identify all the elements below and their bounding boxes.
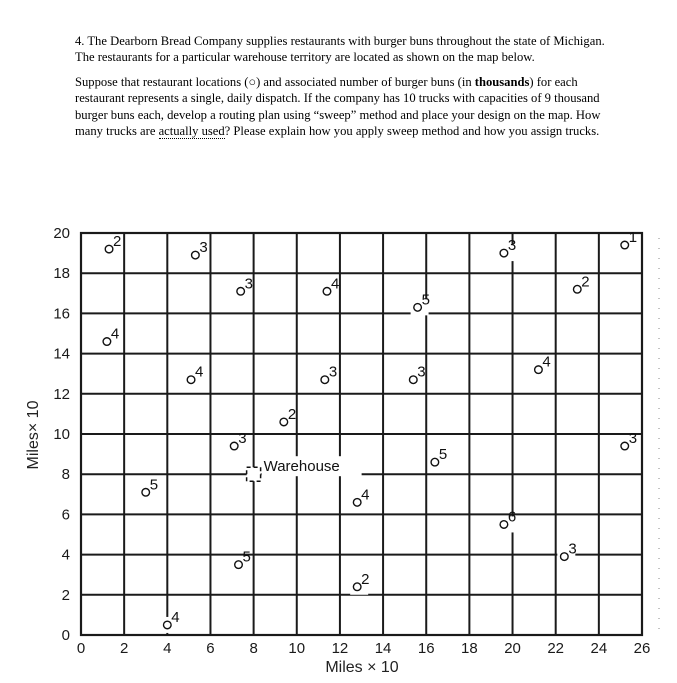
x-tick-label: 20 [504, 640, 521, 657]
y-tick-label: 16 [53, 305, 70, 323]
restaurant-bun-count: 3 [507, 237, 517, 255]
restaurant-marker [103, 338, 111, 346]
restaurant-bun-count: 3 [568, 540, 577, 558]
x-tick-labels [77, 640, 651, 657]
restaurant-bun-count: 4 [110, 325, 120, 343]
restaurant-bun-count: 3 [628, 430, 638, 448]
restaurant-marker [230, 442, 238, 450]
restaurant-marker [431, 458, 439, 466]
restaurant-bun-count: 3 [328, 363, 338, 381]
x-tick-label: 22 [547, 640, 565, 657]
restaurant-marker [409, 376, 417, 384]
y-tick-label: 12 [53, 385, 70, 403]
restaurant-bun-count: 2 [113, 233, 122, 251]
warehouse-label: Warehouse [263, 458, 340, 476]
x-tick-label: 24 [590, 640, 608, 657]
restaurant-bun-count: 2 [581, 273, 590, 291]
instructions-bold: thousands [474, 74, 530, 89]
x-tick-label: 26 [633, 640, 651, 657]
y-tick-label: 0 [61, 627, 70, 644]
restaurant-bun-count: 4 [330, 275, 340, 293]
x-tick-label: 14 [374, 640, 392, 657]
restaurant-marker [280, 418, 288, 426]
x-tick-label: 16 [417, 640, 435, 657]
x-tick-label: 18 [461, 640, 478, 657]
restaurant-bun-count: 2 [361, 570, 370, 588]
instructions-part-1: Suppose that restaurant locations (○) and associated number of burger buns (in [75, 74, 475, 89]
restaurant-marker [142, 488, 150, 496]
restaurant-bun-count: 5 [421, 291, 430, 309]
restaurant-marker [621, 442, 629, 450]
restaurant-marker [535, 366, 543, 374]
restaurant-marker [353, 499, 361, 507]
restaurant-bun-count: 3 [244, 275, 254, 293]
restaurant-bun-count: 3 [238, 430, 247, 448]
restaurant-marker [187, 376, 195, 384]
restaurant-bun-count: 3 [417, 363, 426, 381]
restaurant-marker [573, 285, 581, 293]
restaurant-marker [192, 251, 200, 259]
restaurant-bun-count: 5 [438, 446, 448, 464]
warehouse [247, 456, 362, 481]
restaurant-bun-count: 2 [287, 405, 297, 423]
restaurant-bun-count: 4 [542, 353, 551, 371]
restaurant-marker [621, 241, 629, 249]
restaurant-marker [500, 521, 508, 529]
y-tick-labels [53, 225, 70, 644]
x-tick-label: 8 [249, 640, 258, 657]
restaurant-bun-count: 4 [361, 486, 370, 504]
y-tick-label: 2 [61, 586, 70, 604]
restaurant-marker [323, 287, 331, 295]
y-tick-label: 10 [53, 426, 70, 443]
restaurant-marker [500, 249, 508, 257]
restaurant-marker [353, 583, 361, 591]
y-tick-label: 14 [53, 345, 70, 363]
question-intro: 4. The Dearborn Bread Company supplies restaurants with burger buns throughout the state of Michigan. The restaurants for a particular warehouse territory are located as shown on the map below. [75, 34, 605, 65]
restaurant-marker [237, 287, 245, 295]
x-tick-label: 2 [119, 640, 129, 657]
x-tick-label: 4 [163, 640, 172, 657]
y-tick-label: 4 [61, 546, 70, 564]
restaurant-marker [561, 553, 569, 561]
restaurant-bun-count: 4 [195, 363, 204, 381]
restaurant-marker [235, 561, 243, 569]
y-tick-label: 18 [53, 265, 70, 283]
restaurant-bun-count: 5 [149, 476, 159, 494]
x-tick-label: 12 [331, 640, 349, 657]
y-tick-label: 8 [61, 466, 70, 484]
x-axis-title: Miles × 10 [325, 659, 399, 676]
warehouse-marker [247, 467, 261, 481]
x-tick-label: 0 [76, 640, 86, 657]
x-tick-label: 6 [206, 640, 215, 657]
instructions-part-2: ) for each restaurant represents a single, daily dispatch. If the company has 10 trucks with capacities of 9 thousand burger buns each, develop a routing plan using “sweep” method and place your design on the map. How many trucks are [75, 74, 601, 139]
restaurant-marker [414, 304, 422, 312]
y-tick-label: 20 [53, 225, 70, 242]
restaurant-bun-count: 5 [242, 548, 251, 566]
y-axis-title: Miles× 10 [25, 400, 42, 470]
restaurant-marker [321, 376, 329, 384]
restaurant-marker [164, 621, 172, 629]
x-tick-label: 10 [288, 640, 306, 657]
restaurant-bun-count: 3 [199, 239, 208, 257]
restaurant-bun-count: 4 [171, 608, 180, 626]
instructions-part-3: ? Please explain how you apply sweep method and how you assign trucks. [224, 124, 600, 139]
restaurant-marker [105, 245, 113, 253]
y-tick-label: 6 [61, 506, 70, 524]
restaurant-bun-count: 6 [507, 508, 517, 526]
instructions-underlined: actually used [158, 124, 225, 139]
restaurant-bun-count: 1 [628, 229, 638, 247]
